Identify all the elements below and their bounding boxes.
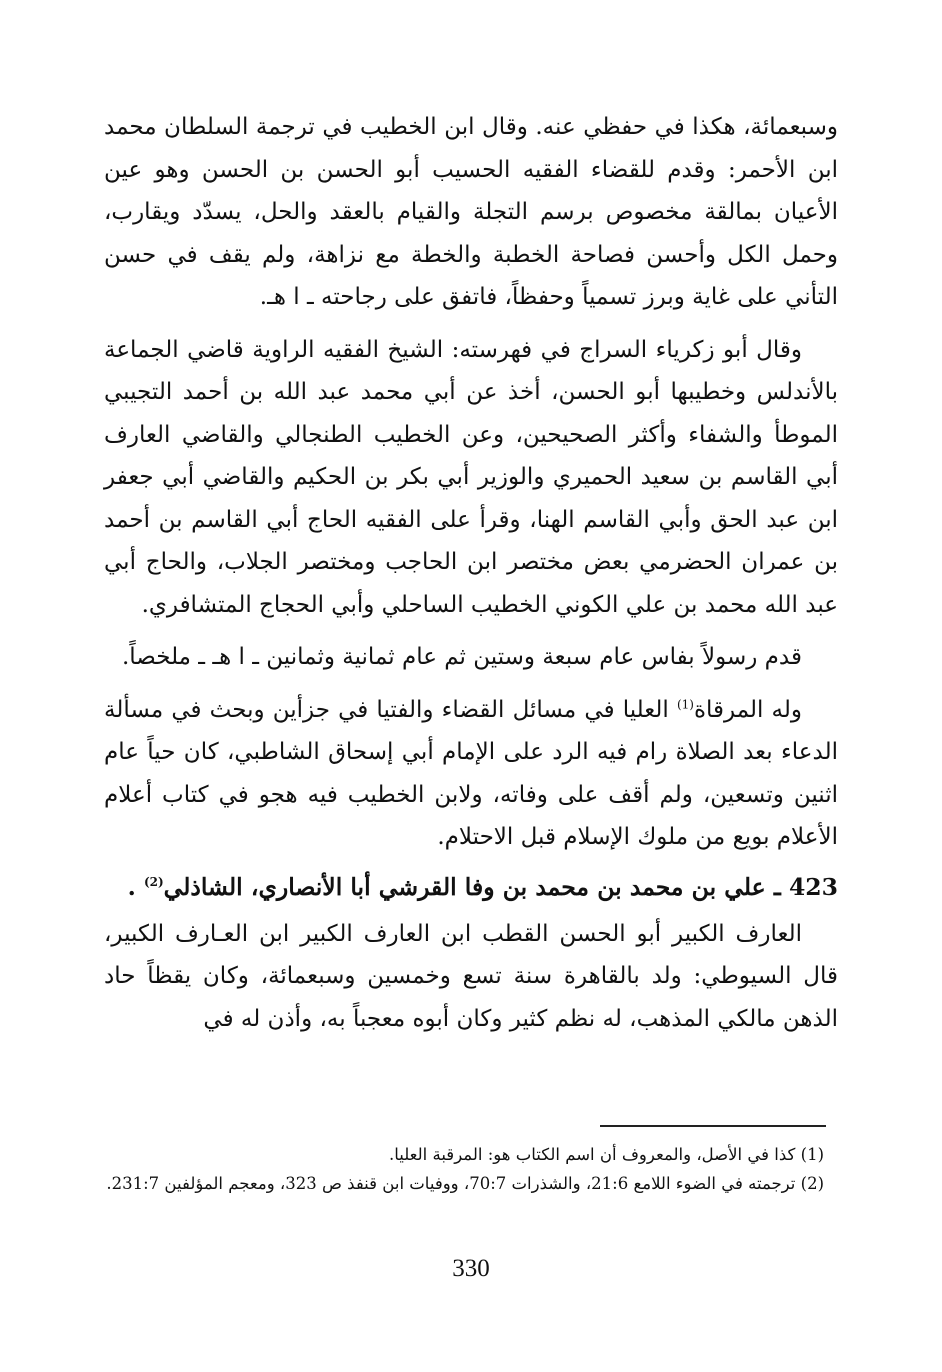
entry-heading-text: 423 ـ علي بن محمد بن محمد بن وفا القرشي أبا الأنصاري، الشاذلي <box>163 872 838 901</box>
paragraph-4-rest: العليا في مسائل القضاء والفتيا في جزأين وبحث في مسألة الدعاء بعد الصلاة رام فيه الرد على الإمام أبي إسحاق الشاطبي، كان حياً عام اثنين وتسعين، ولم أقف على وفاته، ولابن الخطيب فيه هجو في كتاب أعلام الأعلام بويع من ملوك الإسلام قبل الاحتلام. <box>104 696 838 850</box>
paragraph-4 <box>104 689 838 859</box>
entry-heading-end: . <box>127 872 144 901</box>
footnote-marker-1: (1) <box>676 696 694 711</box>
footnote-1: (1) كذا في الأصل، والمعروف أن اسم الكتاب هو: المرقبة العليا. <box>388 1145 824 1164</box>
footnote-2: (2) ترجمته في الضوء اللامع 21:6، والشذرات 70:7، ووفيات ابن قنفذ ص 323، ومعجم المؤلفين 231:7. <box>106 1174 824 1193</box>
entry-text: العارف الكبير أبو الحسن القطب ابن العارف الكبير ابن العـارف الكبير، قال السيوطي: ولد بالقاهرة سنة تسع وخمسين وسبعمائة، وكان يقظاً حاد الذهن مالكي المذهب، له نظم كثير وكان أبوه معجباً به، وأذن له في <box>104 920 838 1032</box>
entry-heading <box>104 865 838 909</box>
footnotes <box>104 1140 824 1198</box>
main-text <box>104 106 838 1040</box>
footnote-marker-2: (2) <box>143 874 164 889</box>
paragraph-3: قدم رسولاً بفاس عام سبعة وستين ثم عام ثمانية وثمانين ـ ا هـ ـ ملخصاً. <box>121 644 802 670</box>
paragraph-2: وقال أبو زكرياء السراج في فهرسته: الشيخ الفقيه الراوية قاضي الجماعة بالأندلس وخطيبها أبو الحسن، أخذ عن أبي محمد عبد الله بن أحمد التجيبي الموطأ والشفاء وأكثر الصحيحين، وعن الخطيب الطنجالي والقاضي العارف أبي القاسم بن سعيد الحميري والوزير أبي بكر بن الحكيم والقاضي أبي جعفر ابن عبد الحق وأبي القاسم الهنا، وقرأ على الفقيه الحاج أبي القاسم بن أحمد بن عمران الحضرمي بعض مختصر ابن الحاجب ومختصر الجلاب، والحاج أبي عبد الله محمد بن علي الكوني الخطيب الساحلي وأبي الحجاج المتشافري. <box>104 336 838 618</box>
paragraph-4-start: وله المرقاة <box>693 696 802 723</box>
paragraph-1: وسبعمائة، هكذا في حفظي عنه. وقال ابن الخطيب في ترجمة السلطان محمد ابن الأحمر: وقدم للقضاء الفقيه الحسيب أبو الحسن بن الحسن وهو عين الأعيان بمالقة مخصوص برسم التجلة والقيام بالعقد والحل، يسدّد ويقارب، وحمل الكل وأحسن فصاحة الخطبة والخطة مع نزاهة، ولم يقف في حسن التأني على غاية وبرز تسمياً وحفظاً، فاتفق على رجاحته ـ ا هـ. <box>104 114 838 310</box>
page-number: 330 <box>452 1255 490 1282</box>
footnote-separator <box>600 1125 826 1127</box>
